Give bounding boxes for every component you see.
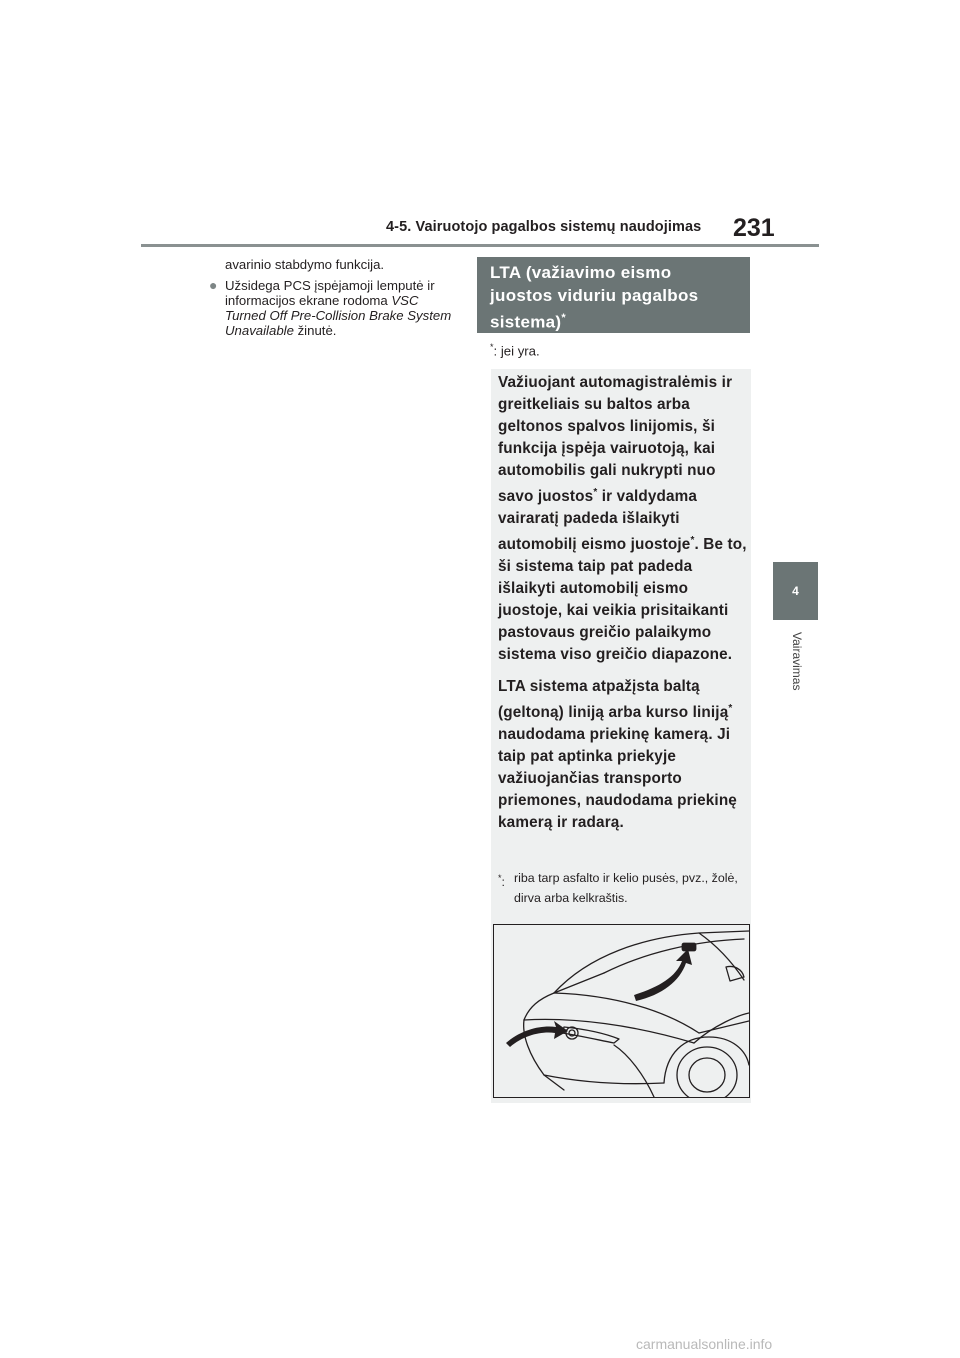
car-front-illustration (494, 925, 749, 1097)
continued-text: avarinio stabdymo funkcija. (225, 257, 385, 272)
info-paragraph-1: Važiuojant automagistralėmis ir greitkeliais su baltos arba geltonos spalvos linijomis, ši funkcija įspėja vairuotoją, kai automobilis gali nukrypti nuo savo juostos* ir valdydama vairaratį padeda išlaikyti automobilį eismo juostoje*. Be to, ši sistema taip pat padeda išlaikyti automobilį eismo juostoje, kai veikia prisitaikanti pastovaus greičio palaikymo sistema viso greičio diapazone. (498, 374, 747, 664)
watermark: carmanualsonline.info (636, 1336, 773, 1352)
chapter-label: Vairavimas (790, 632, 804, 691)
chapter-tab: 4 (773, 562, 818, 620)
info-box-note: *: riba tarp asfalto ir kelio pusės, pvz., žolė, dirva arba kelkraštis. (498, 871, 738, 905)
bullet-text: Užsidega PCS įspėjamoji lemputė ir informacijos ekrane rodoma VSC Turned Off Pre-Collision Brake System Unavailable žinutė. (225, 278, 452, 338)
left-column (209, 257, 459, 338)
page-number: 231 (733, 214, 775, 242)
lta-section-heading: LTA (važiavimo eismo juostos viduriu pagalbos sistema)* (477, 257, 750, 333)
info-box-text (498, 372, 748, 844)
bullet-item (209, 278, 459, 338)
header-divider (141, 244, 819, 247)
info-paragraph-2: LTA sistema atpažįsta baltą (geltoną) liniją arba kurso liniją* naudodama priekinę kamerą. Ji taip pat aptinka priekyje važiuojančias transporto priemones, naudodama priekinę kamerą ir radarą. (498, 678, 737, 832)
car-sensor-illustration (493, 924, 750, 1098)
availability-footnote: *: jei yra. (490, 342, 540, 359)
bullet-dot-icon: ● (209, 277, 218, 293)
section-title: 4-5. Vairuotojo pagalbos sistemų naudojimas (386, 219, 702, 235)
warning-message-name: VSC Turned Off Pre-Collision Brake System Unavailable (225, 293, 452, 338)
